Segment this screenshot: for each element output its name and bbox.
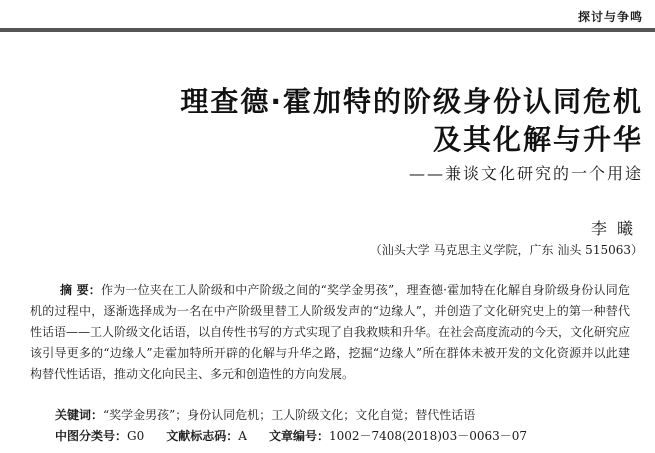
article-title-line-1: 理查德·霍加特的阶级身份认同危机 bbox=[180, 85, 643, 118]
keywords-text: “奖学金男孩”；身份认同危机；工人阶级文化；文化自觉；替代性话语 bbox=[103, 408, 476, 422]
article-subtitle: ——兼谈文化研究的一个用途 bbox=[408, 164, 643, 183]
keywords-label: 关键词： bbox=[55, 408, 104, 422]
article-no-label: 文章编号： bbox=[268, 429, 329, 443]
classification-line bbox=[55, 427, 527, 444]
author-affiliation: （汕头大学 马克思主义学院，广东 汕头 515063） bbox=[369, 243, 643, 257]
keywords-line bbox=[55, 406, 475, 423]
abstract-label: 摘 要： bbox=[60, 283, 101, 297]
column-tag: 探讨与争鸣 bbox=[577, 10, 643, 24]
abstract-text: 作为一位夹在工人阶级和中产阶级之间的“奖学金男孩”，理查德·霍加特在化解自身阶级身份认同危机的过程中，逐渐选择成为一名在中产阶级里替工人阶级发声的“边缘人”，并创造了文化研究史上的第一种替代性话语——工人阶级文化话语，以自传性书写的方式实现了自我救赎和升华。在社会高度流动的今天，文化研究应该引导更多的“边缘人”走霍加特所开辟的化解与升华之路，挖掘“边缘人”所在群体未被开发的文化资源并以此建构替代性话语，推动文化向民主、多元和创造性的方向发展。 bbox=[30, 283, 631, 381]
doc-code-label: 文献标志码： bbox=[166, 429, 239, 443]
clc-value: G0 bbox=[127, 429, 145, 443]
header-rule bbox=[0, 28, 655, 32]
article-no-value: 1002－7408(2018)03－0063－07 bbox=[328, 429, 528, 443]
doc-code-value: A bbox=[238, 429, 247, 443]
author-name: 李曦 bbox=[590, 219, 643, 238]
article-title-line-2: 及其化解与升华 bbox=[432, 123, 643, 156]
clc-label: 中图分类号： bbox=[55, 429, 128, 443]
abstract bbox=[30, 280, 630, 385]
